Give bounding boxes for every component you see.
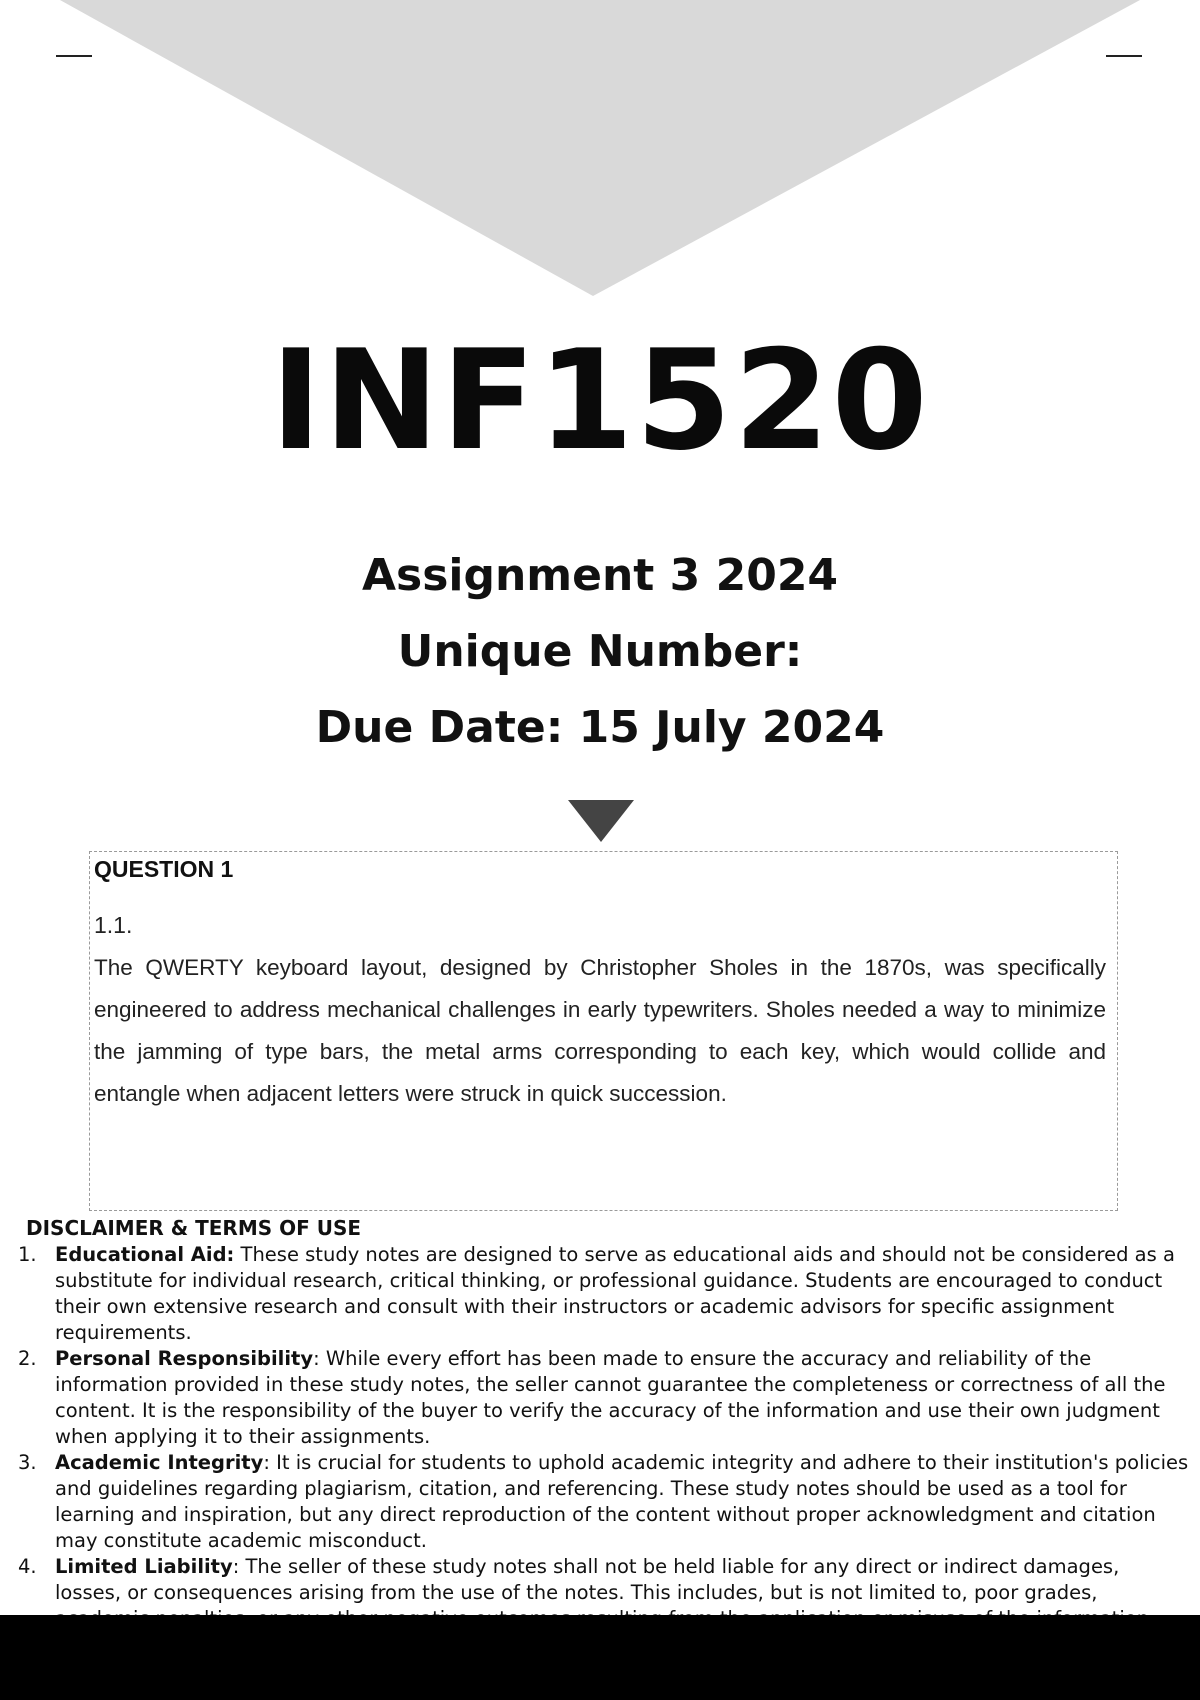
disclaimer-heading: DISCLAIMER & TERMS OF USE <box>26 1216 362 1240</box>
course-code-title: INF1520 <box>270 320 930 481</box>
question-number: 1.1. <box>94 912 133 938</box>
list-item-heading: Limited Liability <box>55 1555 233 1578</box>
list-item-text: : While every effort has been made to ensure the accuracy and reliability of the information provided in these study notes, the seller cannot guarantee the completeness or correctness of all the content. It is the responsibility of the buyer to verify the accuracy of the information and use their own judgment when applying it to their assignments. <box>55 1347 1166 1448</box>
list-item-number: 2. <box>18 1347 37 1370</box>
list-item-text: These study notes are designed to serve as educational aids and should not be considered as a substitute for individual research, critical thinking, or professional guidance. Students are encouraged to conduct their own extensive research and consult with their instructors or academic advisors for specific assignment requirements. <box>55 1243 1175 1344</box>
unique-number-label: Unique Number: <box>397 626 803 677</box>
question-preview-box <box>89 851 1118 1211</box>
list-item-text: : It is crucial for students to uphold academic integrity and adhere to their institution's policies and guidelines regarding plagiarism, citation, and referencing. These study notes should be used as a tool for learning and inspiration, but any direct reproduction of the content without proper acknowledgment and citation may constitute academic misconduct. <box>55 1451 1189 1552</box>
list-item-heading: Academic Integrity <box>55 1451 264 1474</box>
due-date: Due Date: 15 July 2024 <box>315 702 885 753</box>
question-paragraph: The QWERTY keyboard layout, designed by Christopher Sholes in the 1870s, was specifically engineered to address mechanical challenges in early typewriters. Sholes needed a way to minimize the jamming of type bars, the metal arms corresponding to each key, which would collide and entangle when adjacent letters were struck in quick succession. <box>94 955 1106 1106</box>
list-item-number: 1. <box>18 1243 37 1266</box>
list-item <box>0 1346 1190 1450</box>
question-heading: QUESTION 1 <box>94 856 234 882</box>
list-item-number: 3. <box>18 1451 37 1474</box>
cover-chevron-graphic <box>0 0 1200 300</box>
list-item-number: 4. <box>18 1555 37 1578</box>
corner-rule-left <box>56 55 92 57</box>
bottom-black-bar <box>0 1615 1200 1700</box>
list-item-heading: Personal Responsibility <box>55 1347 314 1370</box>
list-item <box>0 1242 1190 1346</box>
down-triangle-icon <box>566 800 636 844</box>
list-item <box>0 1450 1190 1554</box>
disclaimer-terms-list <box>0 1242 1190 1632</box>
list-item-text: : The seller of these study notes shall not be held liable for any direct or indirect damages, losses, or consequences arising from the use of the notes. This includes, but is not limited to, poor grades, <box>55 1555 1120 1604</box>
assignment-title: Assignment 3 2024 <box>361 550 839 601</box>
list-item-heading: Educational Aid: <box>55 1243 235 1266</box>
corner-rule-right <box>1106 55 1142 57</box>
